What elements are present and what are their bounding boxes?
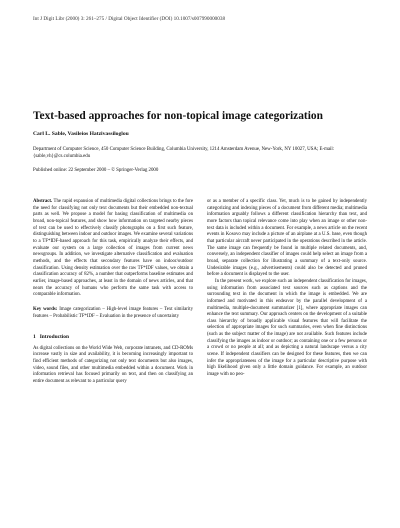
right-column bbox=[207, 199, 367, 379]
section-heading-introduction bbox=[33, 334, 193, 341]
affiliation: Department of Computer Science, 450 Computer Science Building, Columbia University, 1214 Amsterdam Avenue, New-York, NY 10027, USA; E-mail: {sable,vh}@cs.columbia.edu bbox=[33, 147, 335, 159]
author-list: Carl L. Sable, Vasileios Hatzivassiloglou bbox=[33, 131, 129, 137]
keywords bbox=[33, 307, 193, 320]
abstract bbox=[33, 199, 193, 299]
paper-title: Text-based approaches for non-topical image categorization bbox=[33, 110, 323, 122]
publication-info: Published online: 22 September 2000 – © Springer-Verlag 2000 bbox=[33, 168, 159, 173]
introduction-paragraph: As digital collections on the World Wide Web, corporate intranets, and CD-ROMs increase vastly in size and availability, it is becoming increasingly important to find efficient methods of categorizing not only text documents but also images, video, sound files, and other multimedia embedded within a document. Work in information retrieval has focused primarily on text, and then on classifying an entire document as relevant to a particular query bbox=[33, 345, 193, 384]
body-paragraph: In the present work, we explore such an independent classification for images, using information from associated text sources such as captions and the surrounding text in the document in which the image is embedded. We are informed and motivated in this endeavor by the parallel development of a multimedia, multiple-document summarizer [1], where appropriate images can enhance the text summary. Our approach centers on the development of a suitable class hierarchy of broadly applicable visual features that will facilitate the selection of appropriate images for such summaries, even when fine distinctions (such as the subject matter of the image) are not available. Such features include classifying the images as indoor or outdoor; as containing one or a few persons or a crowd or no people at all; and as depicting a natural landscape versus a city scene. If independent classifiers can be designed for these features, then we can infer the appropriateness of the image for a particular descriptive purpose with high likelihood given only a little domain guidance. For example, an outdoor image with no peo- bbox=[207, 278, 367, 378]
running-head: Int J Digit Libr (2000) 3: 261–275 / Digital Object Identifier (DOI) 10.1007/s007990000038 bbox=[33, 16, 226, 22]
abstract-text: The rapid expansion of multimedia digital collections brings to the fore the need for classifying not only text documents but their embedded non-textual parts as well. We propose a model for basing classification of multimedia on broad, non-topical features, and show how information on targeted nearby pieces of text can be used to effectively classify photographs on a first such feature, distinguishing between indoor and outdoor images. We examine several variations to a TF*IDF-based approach for this task, empirically analyze their effects, and evaluate our system on a large collection of images from current news newsgroups. In addition, we investigate alternative classification and evaluation methods, and the effects that secondary features have on indoor/outdoor classification. Using density estimation over the raw TF*IDF values, we obtain a classification accuracy of 82%, a number that outperforms baseline estimates and earlier, image-based approaches, at least in the domain of news articles, and that nears the accuracy of humans who perform the same task with access to comparable information. bbox=[33, 199, 194, 298]
section-title: Introduction bbox=[39, 334, 69, 341]
left-column bbox=[33, 199, 193, 386]
keywords-label: Key words: bbox=[33, 306, 58, 312]
section-number: 1 bbox=[33, 334, 36, 341]
abstract-label: Abstract. bbox=[33, 199, 53, 204]
keywords-text: Image categorization – High-level image features – Text similarity features – Probabilistic TF*IDF – Evaluation in the presence of uncertainty bbox=[33, 306, 193, 319]
body-paragraph: or as a member of a specific class. Yet, much is to be gained by independently categorizing and indexing pieces of a document from different media; multimedia information arguably follows a different classification hierarchy than text, and more factors than topical relevance come into play when an image or other non-text data is included within a document. For example, a news article on the recent events in Kosovo may include a picture of an airplane at a U.S. base, even though that particular aircraft never participated in the operations described in the article. The same image can frequently be found in multiple related documents, and, conversely, an independent classifier of images could help select an image from a broad, separate collection for illustrating a summary of a text-only source. Undesirable images (e.g., advertisements) could also be detected and pruned before a document is displayed to the user. bbox=[207, 199, 367, 278]
